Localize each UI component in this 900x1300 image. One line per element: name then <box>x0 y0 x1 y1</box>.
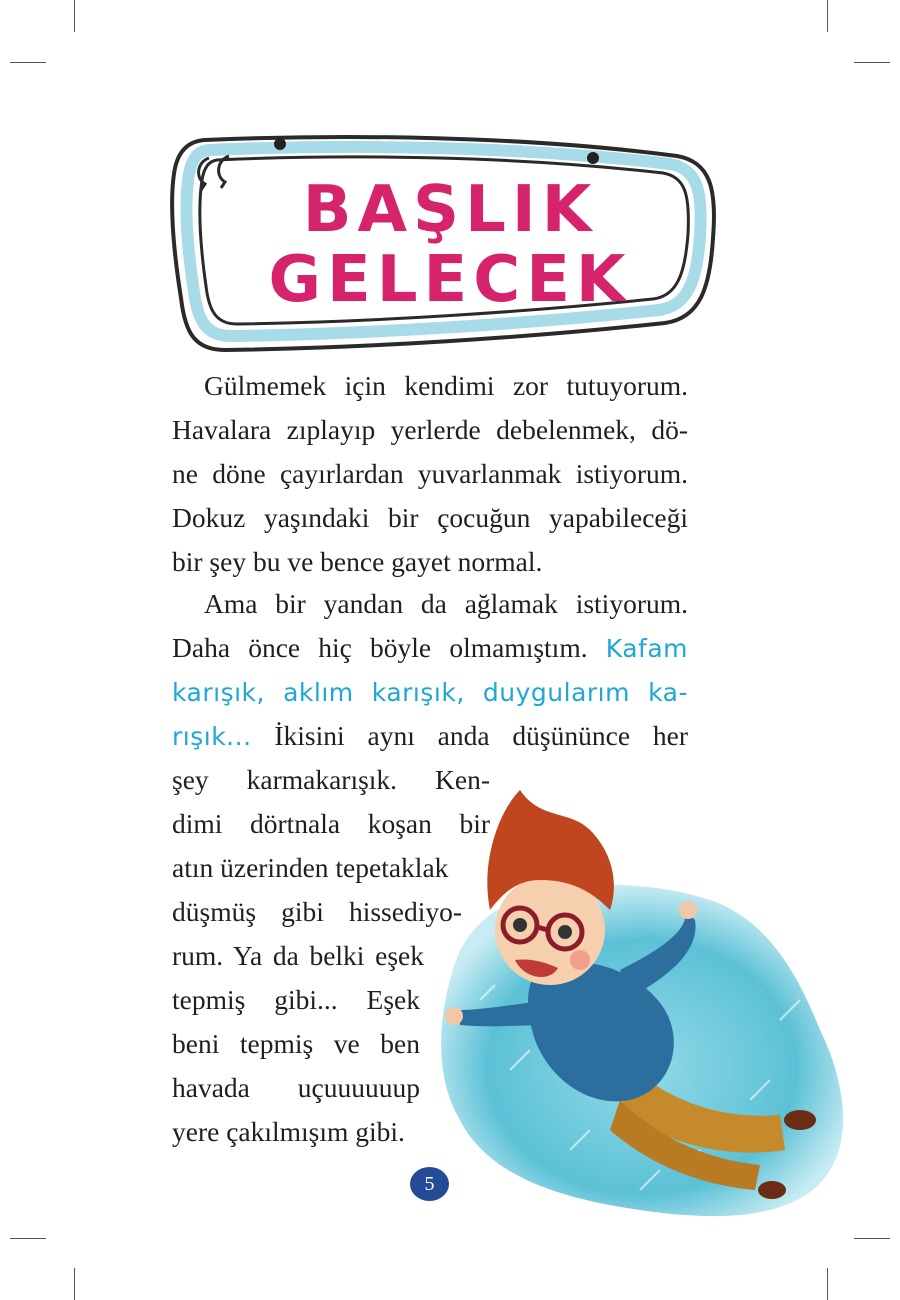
crop-mark <box>827 1268 828 1300</box>
text-segment: İkisini aynı anda düşününce her <box>251 720 688 751</box>
text-line <box>172 634 688 662</box>
text-line: tepmiş gibi... Eşek <box>172 984 420 1015</box>
text-line: Havalara zıplayıp yerlerde debelenmek, dö- <box>172 414 688 445</box>
crop-mark <box>74 1268 75 1300</box>
crop-mark <box>74 0 75 32</box>
text-line: düşmüş gibi hissediyo- <box>172 896 462 927</box>
text-line: bir şey bu ve bence gayet normal. <box>172 546 543 577</box>
title-line-1: BAŞLIK <box>302 173 598 247</box>
highlighted-text: Kafam <box>605 634 688 663</box>
text-line: şey karmakarışık. Ken- <box>172 764 490 795</box>
text-line <box>172 722 688 750</box>
text-line: ne döne çayırlardan yuvarlanmak istiyorum. <box>172 458 688 489</box>
text-segment: Daha önce hiç böyle olmamıştım. <box>172 632 606 663</box>
highlighted-text: karışık, aklım karışık, duygularım ka- <box>172 678 688 707</box>
paragraph-1 <box>172 370 688 577</box>
flying-boy-illustration <box>420 770 860 1260</box>
highlighted-text: rışık... <box>172 722 252 751</box>
text-line: rum. Ya da belki eşek <box>172 940 424 971</box>
title-line-2: GELECEK <box>268 243 632 317</box>
text-line: Dokuz yaşındaki bir çocuğun yapabileceği <box>172 502 688 533</box>
text-line: havada uçuuuuuup <box>172 1072 420 1103</box>
text-line: beni tepmiş ve ben <box>172 1028 420 1059</box>
page-number-badge: 5 <box>410 1167 449 1201</box>
crop-mark <box>854 62 890 63</box>
text-line: yere çakılmışım gibi. <box>172 1116 405 1147</box>
text-line: atın üzerinden tepetaklak <box>172 852 449 883</box>
text-line: Gülmemek için kendimi zor tutuyorum. <box>204 370 688 401</box>
text-line: dimi dörtnala koşan bir <box>172 808 490 839</box>
crop-mark <box>10 62 46 63</box>
crop-mark <box>10 1238 46 1239</box>
text-line: Ama bir yandan da ağlamak istiyorum. <box>204 588 688 619</box>
crop-mark <box>827 0 828 32</box>
